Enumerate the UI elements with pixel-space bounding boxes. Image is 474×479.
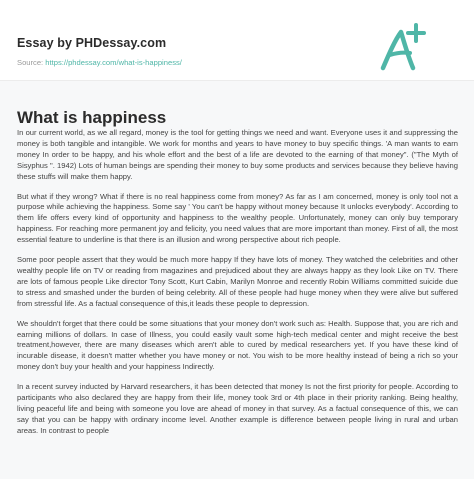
page-header — [0, 0, 474, 80]
site-brand[interactable]: Essay by PHDessay.com — [17, 36, 167, 50]
logo-letter-a — [383, 32, 413, 68]
article-area — [0, 81, 474, 479]
paragraph-2: But what if they wrong? What if there is no real happiness come from money? As far as I am concerned, money is only tool not a purpose while achieving the happiness. Some say ' You can't be happy without money because It unlocks everybody'. According to them life offers every kind of opportunity and happiness to the wealthy people. Unfortunately, money can only buy temporary happiness. For reaching more permanent joy and felicity, you need values that are more important than money. First of all, the most essential feature to underline is that there is an illusion and wrong perspective about rich people. — [17, 191, 458, 245]
paragraph-1: In our current world, as we all regard, money is the tool for getting things we need and want. Everyone uses it and suppressing the money is both tangible and intangible. We work for months and years to have money to buy specific things. 'A man wants to earn money In order to be happy, and his whole effort and the best of a life are devoted to the earning of that money". ("The Myth of Sisyphus ". 1942) Lots of human beings are spending their money to buy some products and services because they believe having these stuffs will make them happy. — [17, 128, 458, 181]
source-line — [17, 58, 182, 67]
article-title: What is happiness — [17, 108, 167, 127]
a-plus-logo-icon — [377, 22, 427, 74]
paragraph-5: In a recent survey inducted by Harvard researchers, it has been detected that money Is not the first priority for people. According to participants who also declared they are happy from their life, money took 3rd or 4th place in their priority ranking. Being healthy, living peaceful life and being with someone you love are ahead of money in that survey. As a factual consequence of this, we can say that you can be happy with ordinary income level. Another example is difference between people living in rural and urban areas. In contrast to people — [17, 382, 458, 435]
logo-letter-a-bar — [390, 53, 410, 55]
paragraph-3: Some poor people assert that they would be much more happy If they have lots of money. They watched the celebrities and other wealthy people life on TV or reading from magazines and prejudiced about they are always happy as they look Like on TV. There are lots of famous people Like director Tony Scott, Kurt Cabin, Marilyn Monroe and recently Robin Williams committed suicide due to stress and smashed under the burden of being celebrity. All of these people had huge money when they were alive but suffered from stressful life. As a factual consequence of this,it leads these people to depression. — [17, 255, 458, 308]
paragraph-4: We shouldn't forget that there could be some situations that your money don't work such as: Health. Suppose that, you are rich and earning millions of dollars. In case of Illness, you could easily vault some high-tech medical center and might receive the best treatment,however, there are many diseases which aren't able to cured by medical researchers yet. If you have these kind of incurable disease, it doesn't matter whether you have money or not. You wish to be more healthy instead of being a rich so your money don't buy your health and your happiness Indirectly. — [17, 318, 458, 372]
source-label: Source: — [17, 58, 46, 67]
article-body — [17, 128, 458, 446]
source-link[interactable]: https://phdessay.com/what-is-happiness/ — [45, 58, 182, 67]
